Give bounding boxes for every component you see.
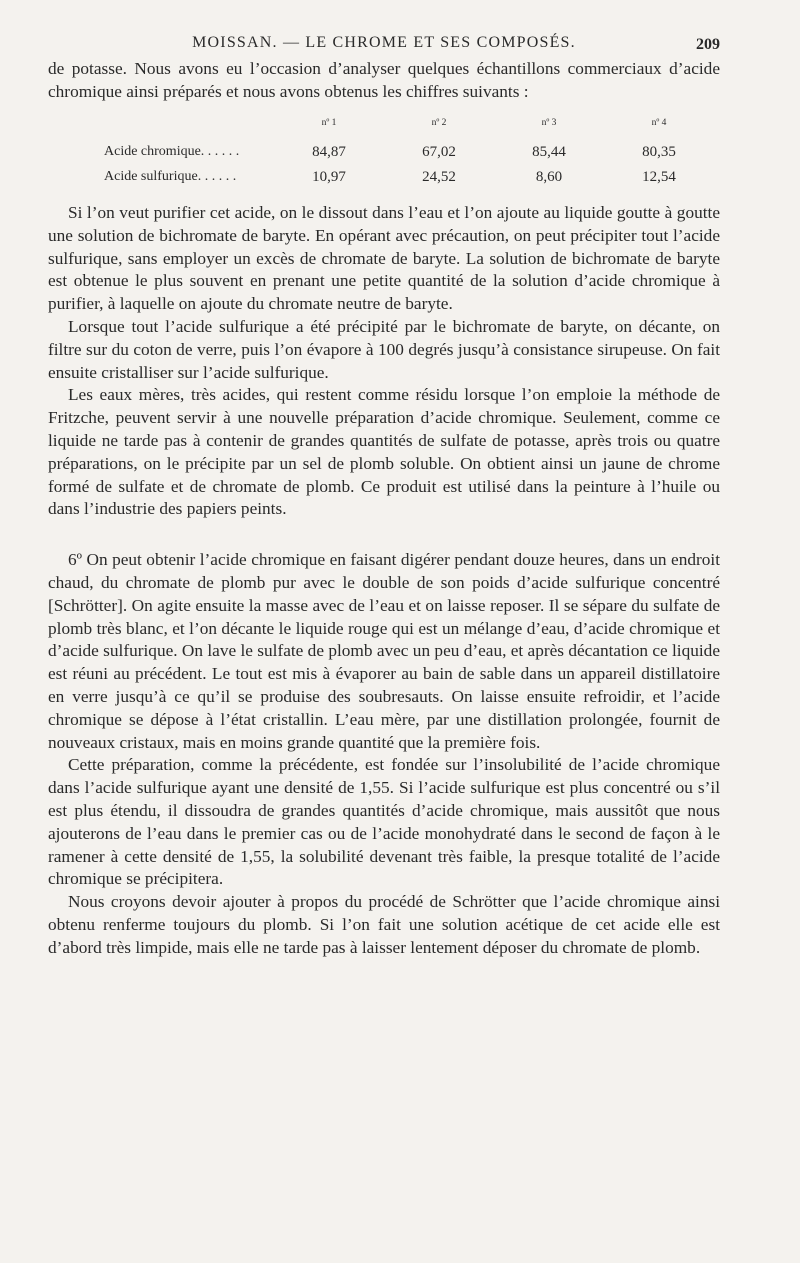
- table-column-header: nº 1: [321, 117, 337, 128]
- table-cell: 12,54: [642, 169, 676, 186]
- paragraph-density: Cette préparation, comme la précédente, est fondée sur l’insolubilité de l’acide chromique dans l’acide sulfurique ayant une densité de 1,55. Si l’acide sulfurique est plus concentré ou s’il est plus étendu, il dissoudra de grandes quantités d’acide chromique, mais aussitôt que nous ajouterons de l’eau dans le premier cas ou de l’acide monohydraté dans le second de façon à le ramener à cette densité de 1,55, la solubilité devenant très faible, la presque totalité de l’acide chromique se précipitera.: [48, 755, 720, 889]
- running-head: MOISSAN. — LE CHROME ET SES COMPOSÉS.: [192, 34, 576, 51]
- table-cell: 85,44: [532, 144, 566, 161]
- table-row: [104, 165, 714, 190]
- table-column-header: nº 3: [541, 117, 557, 128]
- table-cell: 10,97: [312, 169, 346, 186]
- table-header-row: [104, 112, 714, 141]
- section-gap: [48, 521, 720, 549]
- table-header-spacer: [104, 112, 274, 141]
- page-header: [48, 32, 720, 56]
- page-number: 209: [696, 36, 720, 53]
- body-text: [48, 58, 720, 959]
- table-cell: 84,87: [312, 144, 346, 161]
- table-row: [104, 140, 714, 165]
- paragraph-purification: Si l’on veut purifier cet acide, on le dissout dans l’eau et l’on ajoute au liquide goutte à goutte une solution de bichromate de baryte. En opérant avec précaution, on peut précipiter tout l’acide sulfurique, sans employer un excès de chromate de baryte. La solution de bichromate de baryte est obtenue le plus souvent en prenant une petite quantité de la solution d’acide chromique à purifier, à laquelle on ajoute du chromate neutre de baryte.: [48, 202, 720, 314]
- table-column-header: nº 4: [651, 117, 667, 128]
- table-column-header: nº 2: [431, 117, 447, 128]
- intro-paragraph: de potasse. Nous avons eu l’occasion d’analyser quelques échantillons commerciaux d’acide chromique ainsi préparés et nous avons obtenus les chiffres suivants :: [48, 59, 720, 101]
- paragraph-precipitation: Lorsque tout l’acide sulfurique a été précipité par le bichromate de baryte, on décante, on filtre sur du coton de verre, puis l’on évapore à 100 degrés jusqu’à consistance sirupeuse. On fait ensuite cristalliser sur l’acide sulfurique.: [48, 316, 720, 382]
- paragraph-method-6: 6º On peut obtenir l’acide chromique en faisant digérer pendant douze heures, dans un endroit chaud, du chromate de plomb pur avec le double de son poids d’acide sulfurique concentré [Schrötter]. On agite ensuite la masse avec de l’eau et on laisse reposer. Il se sépare du sulfate de plomb très blanc, et l’on décante le liquide rouge qui est un mélange d’eau, d’acide chromique et d’acide sulfurique. On lave le sulfate de plomb avec un peu d’eau, et après décantation ce liquide est réuni au précédent. Le tout est mis à évaporer au bain de sable dans un appareil distillatoire en verre jusqu’à ce qu’il se produise des soubresauts. On laisse ensuite refroidir, et l’acide chromique se dépose à l’état cristallin. L’eau mère, par une distillation prolongée, fournit de nouveaux cristaux, mais en moins grande quantité que la première fois.: [48, 550, 720, 752]
- row-label: Acide chromique. . . . . .: [104, 144, 240, 160]
- table-cell: 24,52: [422, 169, 456, 186]
- analysis-table: [104, 112, 714, 190]
- table-cell: 80,35: [642, 144, 676, 161]
- table-cell: 8,60: [535, 169, 563, 186]
- paragraph-mother-liquors: Les eaux mères, très acides, qui restent comme résidu lorsque l’on emploie la méthode de Fritzche, peuvent servir à une nouvelle préparation d’acide chromique. Seulement, comme ce liquide ne tarde pas à contenir de grandes quantités de sulfate de potasse, après trois ou quatre préparations, on le précipite par un sel de plomb soluble. On obtient ainsi un jaune de chrome formé de sulfate et de chromate de plomb. Ce produit est utilisé dans la peinture à l’huile ou dans l’industrie des papiers peints.: [48, 385, 720, 519]
- table-cell: 67,02: [422, 144, 456, 161]
- row-label: Acide sulfurique. . . . . .: [104, 169, 237, 185]
- paragraph-schrotter-note: Nous croyons devoir ajouter à propos du procédé de Schrötter que l’acide chromique ainsi obtenu renferme toujours du plomb. Si l’on fait une solution acétique de cet acide elle est d’abord très limpide, mais elle ne tarde pas à laisser lentement déposer du chromate de plomb.: [48, 892, 720, 957]
